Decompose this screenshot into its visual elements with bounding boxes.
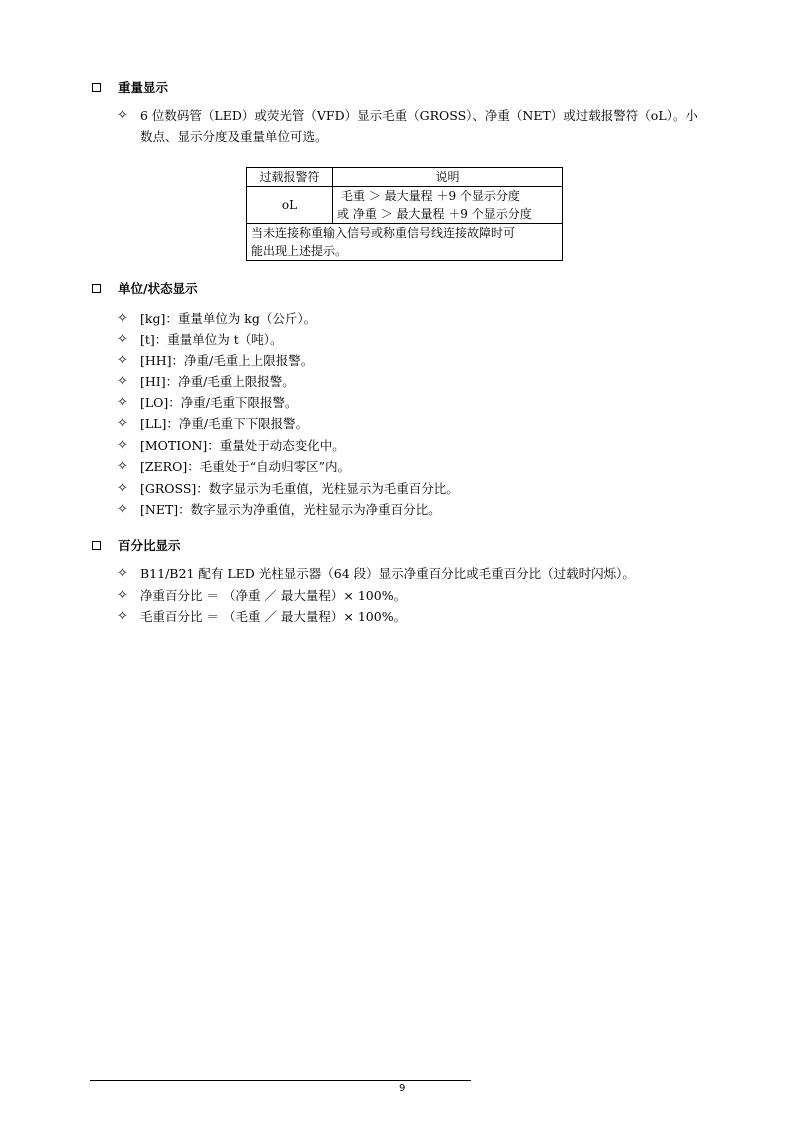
list-item-text: [NET]：数字显示为净重值，光柱显示为净重百分比。 bbox=[140, 502, 441, 517]
checkbox-square-icon bbox=[92, 541, 101, 550]
description-line: 或 净重 ＞ 最大量程 ＋9 个显示分度 bbox=[337, 207, 532, 221]
list-item-text: [LO]：净重/毛重下限报警。 bbox=[140, 395, 298, 410]
table-note-cell bbox=[247, 224, 563, 261]
section-heading-unit bbox=[92, 279, 198, 297]
diamond-bullet-icon: ✧ bbox=[117, 353, 128, 368]
list-item-text: [HH]：净重/毛重上上限报警。 bbox=[140, 353, 314, 368]
list-item bbox=[117, 413, 308, 434]
list-item bbox=[117, 478, 459, 499]
list-item bbox=[117, 563, 635, 584]
footer-divider bbox=[90, 1080, 471, 1081]
diamond-bullet-icon: ✧ bbox=[117, 588, 128, 603]
section-title: 百分比显示 bbox=[118, 538, 181, 553]
list-item bbox=[117, 308, 316, 329]
list-item bbox=[117, 499, 441, 520]
table-header-row bbox=[247, 168, 563, 187]
list-item bbox=[117, 435, 345, 456]
table-row bbox=[247, 224, 563, 261]
diamond-bullet-icon: ✧ bbox=[117, 481, 128, 496]
table-row bbox=[247, 187, 563, 224]
diamond-bullet-icon: ✧ bbox=[117, 374, 128, 389]
list-item-text: 净重百分比 ＝ （净重 ／ 最大量程）× 100%。 bbox=[140, 588, 407, 603]
overload-table bbox=[246, 167, 563, 261]
diamond-bullet-icon: ✧ bbox=[117, 108, 128, 123]
list-item bbox=[117, 371, 295, 392]
page-number: 9 bbox=[399, 1083, 406, 1094]
list-item bbox=[117, 105, 698, 147]
list-item bbox=[117, 350, 313, 371]
diamond-bullet-icon: ✧ bbox=[117, 395, 128, 410]
table-header-cell: 说明 bbox=[333, 168, 563, 187]
diamond-bullet-icon: ✧ bbox=[117, 311, 128, 326]
list-item bbox=[117, 392, 298, 413]
note-line: 能出现上述提示。 bbox=[251, 244, 348, 258]
diamond-bullet-icon: ✧ bbox=[117, 416, 128, 431]
table-cell-description bbox=[333, 187, 563, 224]
section-heading-percent bbox=[92, 536, 181, 554]
paragraph-line: 数点、显示分度及重量单位可选。 bbox=[140, 129, 328, 144]
list-item bbox=[117, 585, 406, 606]
diamond-bullet-icon: ✧ bbox=[117, 438, 128, 453]
list-item-text: 毛重百分比 ＝ （毛重 ／ 最大量程）× 100%。 bbox=[140, 609, 407, 624]
section-title: 单位/状态显示 bbox=[118, 281, 198, 296]
list-item-text: [LL]：净重/毛重下下限报警。 bbox=[140, 416, 309, 431]
list-item-text: [HI]：净重/毛重上限报警。 bbox=[140, 374, 295, 389]
diamond-bullet-icon: ✧ bbox=[117, 502, 128, 517]
list-item-text: [MOTION]：重量处于动态变化中。 bbox=[140, 438, 345, 453]
list-item bbox=[117, 606, 406, 627]
diamond-bullet-icon: ✧ bbox=[117, 566, 128, 581]
section-heading-weight bbox=[92, 78, 168, 96]
checkbox-square-icon bbox=[92, 83, 101, 92]
note-line: 当未连接称重输入信号或称重信号线连接故障时可 bbox=[251, 226, 516, 240]
list-item-text: B11/B21 配有 LED 光柱显示器（64 段）显示净重百分比或毛重百分比（过载时闪烁）。 bbox=[140, 566, 635, 581]
diamond-bullet-icon: ✧ bbox=[117, 459, 128, 474]
table-header-cell: 过载报警符 bbox=[247, 168, 333, 187]
paragraph-line: 6 位数码管（LED）或荧光管（VFD）显示毛重（GROSS）、净重（NET）或过载报警符（oL）。小 bbox=[140, 108, 698, 123]
list-item bbox=[117, 329, 283, 350]
list-item bbox=[117, 456, 350, 477]
diamond-bullet-icon: ✧ bbox=[117, 332, 128, 347]
diamond-bullet-icon: ✧ bbox=[117, 609, 128, 624]
list-item-text: [t]：重量单位为 t（吨）。 bbox=[140, 332, 283, 347]
description-line: 毛重 ＞ 最大量程 ＋9 个显示分度 bbox=[341, 189, 520, 203]
section-title: 重量显示 bbox=[118, 80, 169, 95]
checkbox-square-icon bbox=[92, 284, 101, 293]
list-item-text: [ZERO]：毛重处于“自动归零区”内。 bbox=[140, 459, 351, 474]
list-item-text: [kg]：重量单位为 kg（公斤）。 bbox=[140, 311, 317, 326]
table-cell-symbol: oL bbox=[247, 187, 333, 224]
list-item-text: [GROSS]：数字显示为毛重值，光柱显示为毛重百分比。 bbox=[140, 481, 459, 496]
